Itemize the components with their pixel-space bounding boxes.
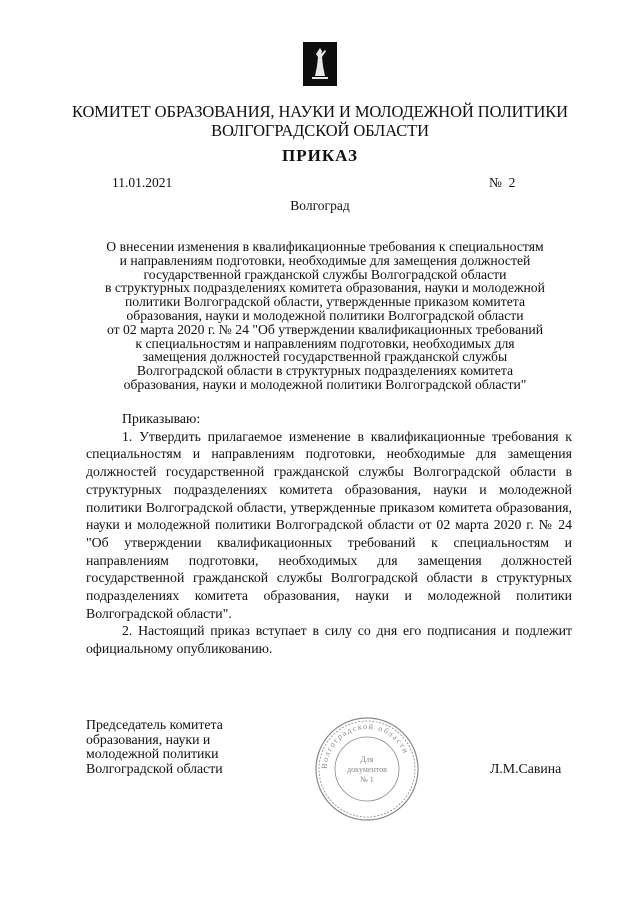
document-type: ПРИКАЗ (282, 146, 358, 165)
subject-line: образования, науки и молодежной политики Волгоградской области (126, 307, 524, 323)
subject-line: и направлениям подготовки, необходимые для замещения должностей (119, 252, 531, 268)
subject-line: государственной гражданской службы Волгоградской области (143, 266, 507, 282)
document-city: Волгоград (290, 198, 350, 213)
order-paragraph-1: 1. Утвердить прилагаемое изменение в квалификационные требования к специальностям и направлениям подготовки, необходимые для замещения должностей государственной гражданской службы Волгоградской области в структурных подразделениях комитета образования, науки и молодежной политики Волгоградской области, утвержденные приказом комитета образования, науки и молодежной политики Волгоградской области от 02 марта 2020 г. № 24 "Об утверждении квалификационных требований к специальностям и направлениям подготовки, необходимых для замещения должностей государственной гражданской службы Волгоградской области в структурных подразделениях комитета образования, науки и молодежной политики Волгоградской области". (86, 428, 572, 621)
subject-line: от 02 марта 2020 г. № 24 "Об утверждении квалификационных требований (106, 321, 544, 337)
document-body (86, 410, 572, 658)
subject-line: в структурных подразделениях комитета образования, науки и молодежной (105, 280, 545, 296)
subject-line: О внесении изменения в квалификационные требования к специальностям (106, 239, 544, 254)
stamp-center-line-1: Для (360, 755, 374, 764)
signatory-title-line: Волгоградской области (86, 760, 223, 776)
number-label: № (489, 175, 502, 190)
subject-line: к специальностям и направлениям подготовки, необходимых для (135, 335, 515, 351)
seal-stamp-icon (313, 715, 421, 823)
org-line-1: КОМИТЕТ ОБРАЗОВАНИЯ, НАУКИ И МОЛОДЕЖНОЙ ПОЛИТИКИ (72, 102, 568, 121)
document-subject (80, 240, 570, 392)
org-line-2: ВОЛГОГРАДСКОЙ ОБЛАСТИ (211, 121, 429, 140)
coat-of-arms-icon (303, 42, 337, 86)
organization-name (60, 102, 580, 140)
signatory-title-line: молодежной политики (86, 746, 219, 761)
signatory-name: Л.М.Савина (490, 761, 562, 776)
signatory-title (86, 718, 223, 776)
order-paragraph-2: 2. Настоящий приказ вступает в силу со дня его подписания и подлежит официальному опубликованию. (86, 623, 572, 657)
document-date: 11.01.2021 (112, 175, 173, 190)
subject-line: замещения должностей государственной гражданской службы (142, 349, 508, 365)
stamp-center-line-2: документов (347, 765, 387, 774)
number-value: 2 (508, 175, 516, 190)
subject-line: политики Волгоградской области, утвержденные приказом комитета (124, 294, 526, 310)
stamp-center-line-3: № 1 (360, 775, 374, 784)
subject-line: образования, науки и молодежной политики Волгоградской области" (123, 376, 527, 392)
signatory-title-line: Председатель комитета (86, 717, 223, 732)
signatory-title-line: образования, науки и (86, 731, 211, 747)
order-intro: Приказываю: (122, 411, 201, 426)
document-number (489, 175, 515, 191)
stamp-ring-text: Волгоградской области (319, 721, 411, 770)
subject-line: Волгоградской области в структурных подразделениях комитета (136, 363, 514, 379)
